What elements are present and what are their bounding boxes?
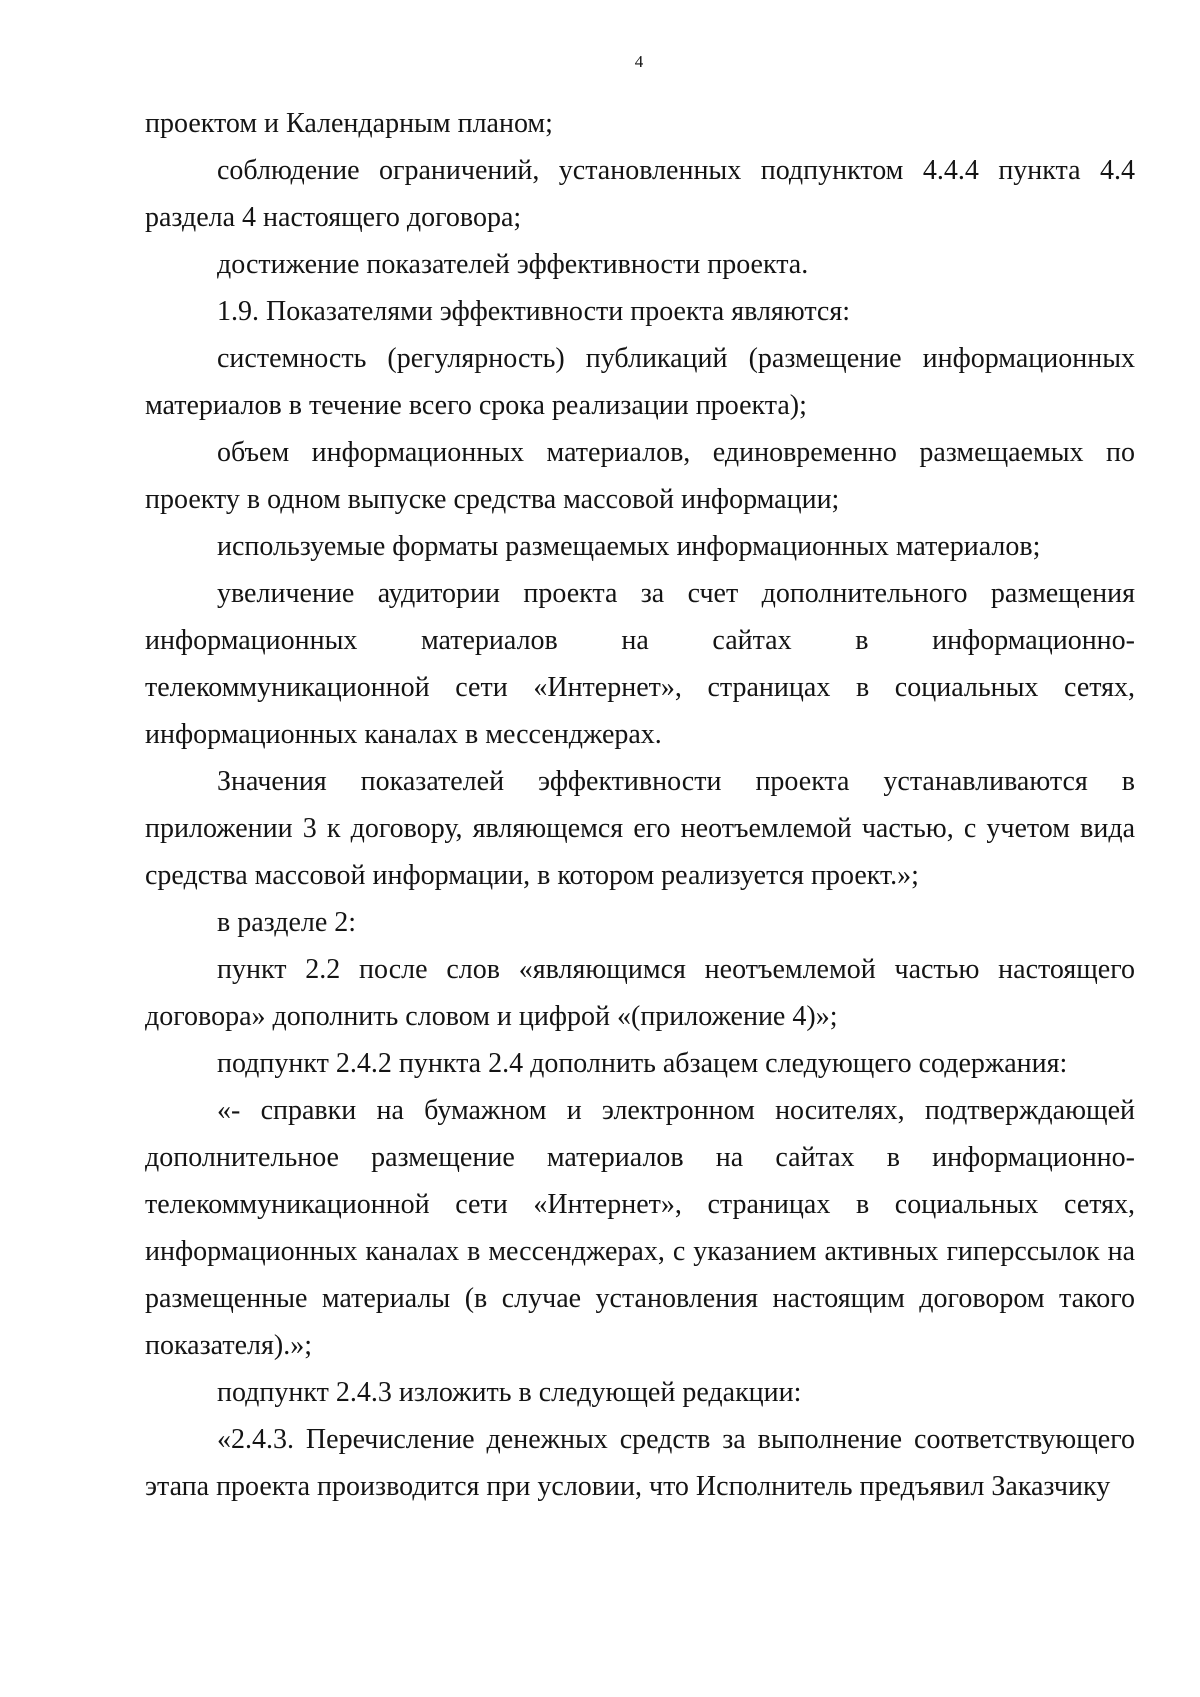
paragraph-5: системность (регулярность) публикаций (размещение информационных материалов в течение всего срока реализации проекта); [145, 343, 1135, 421]
page-number: 4 [634, 52, 644, 71]
document-body [145, 100, 1135, 1510]
paragraph-2: соблюдение ограничений, установленных подпунктом 4.4.4 пункта 4.4 раздела 4 настоящего договора; [145, 155, 1135, 233]
paragraph-11: пункт 2.2 после слов «являющимся неотъемлемой частью настоящего договора» дополнить словом и цифрой «(приложение 4)»; [145, 954, 1135, 1032]
paragraph-13: «- справки на бумажном и электронном носителях, подтверждающей дополнительное размещение материалов на сайтах в информационно-телекоммуникационной сети «Интернет», страницах в социальных сетях, информационных каналах в мессенджерах, с указанием активных гиперссылок на размещенные материалы (в случае установления настоящим договором такого показателя).»; [145, 1095, 1135, 1361]
paragraph-12: подпункт 2.4.2 пункта 2.4 дополнить абзацем следующего содержания: [217, 1048, 1068, 1079]
paragraph-14: подпункт 2.4.3 изложить в следующей редакции: [217, 1377, 802, 1408]
paragraph-10: в разделе 2: [217, 907, 357, 938]
paragraph-8: увеличение аудитории проекта за счет дополнительного размещения информационных материалов на сайтах в информационно-телекоммуникационной сети «Интернет», страницах в социальных сетях, информационных каналах в мессенджерах. [145, 578, 1135, 750]
paragraph-1: проектом и Календарным планом; [145, 108, 553, 139]
paragraph-3: достижение показателей эффективности проекта. [217, 249, 809, 280]
paragraph-9: Значения показателей эффективности проекта устанавливаются в приложении 3 к договору, являющемся его неотъемлемой частью, с учетом вида средства массовой информации, в котором реализуется проект.»; [145, 766, 1135, 891]
paragraph-7: используемые форматы размещаемых информационных материалов; [217, 531, 1041, 562]
paragraph-15: «2.4.3. Перечисление денежных средств за выполнение соответствующего этапа проекта производится при условии, что Исполнитель предъявил Заказчику [145, 1424, 1135, 1502]
paragraph-4: 1.9. Показателями эффективности проекта являются: [217, 296, 851, 327]
paragraph-6: объем информационных материалов, единовременно размещаемых по проекту в одном выпуске средства массовой информации; [145, 437, 1135, 515]
